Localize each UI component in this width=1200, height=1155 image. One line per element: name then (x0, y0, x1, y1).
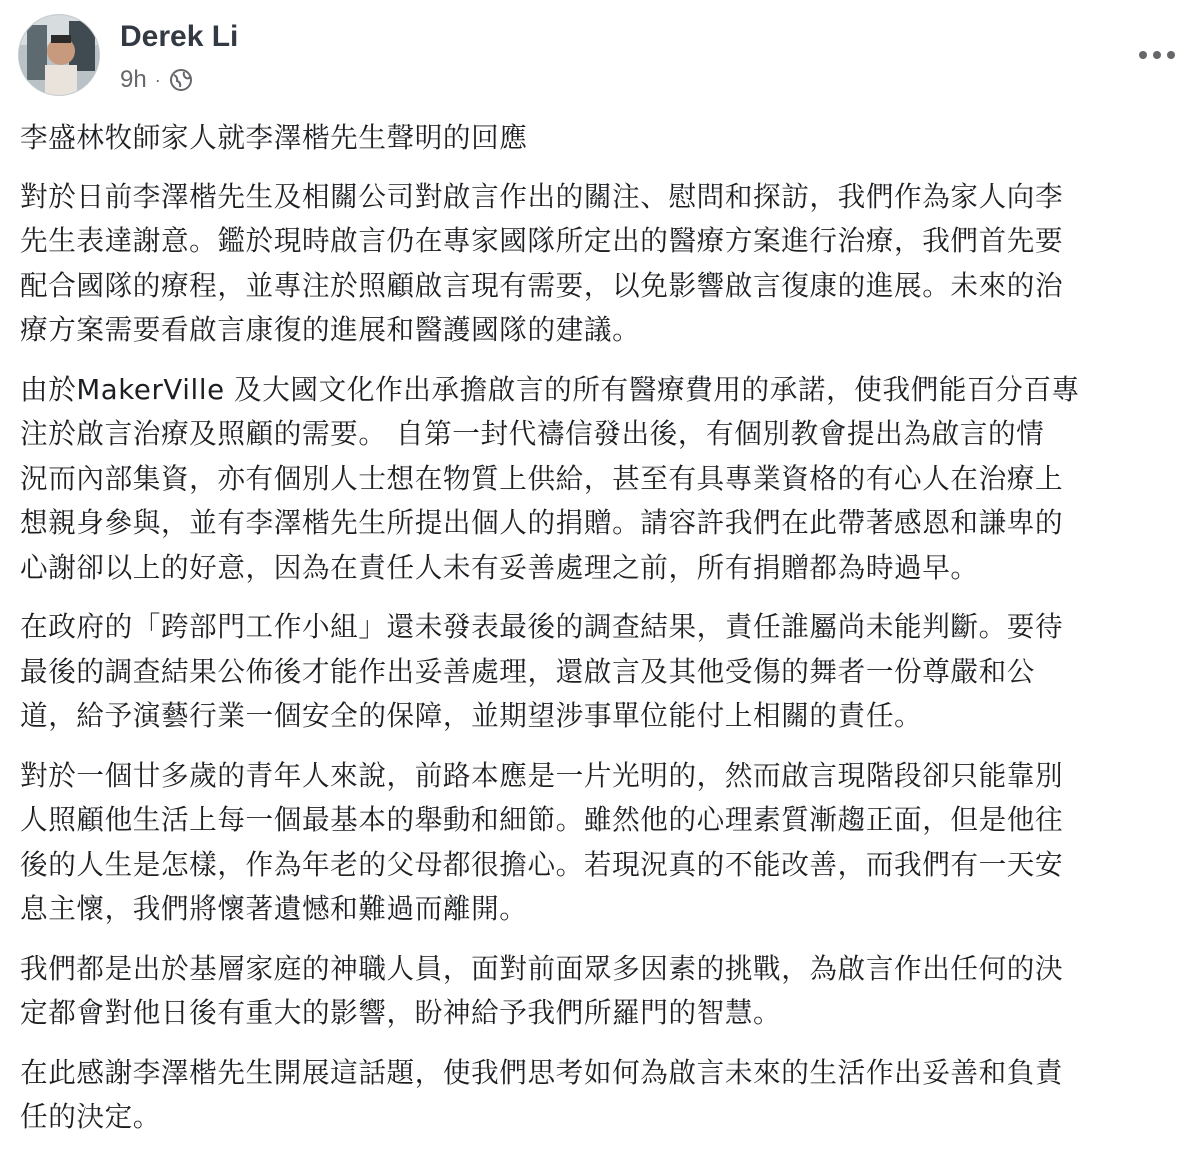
post-paragraph: 在此感謝李澤楷先生開展這話題，使我們思考如何為啟言未來的生活作出妥善和負責 任的決定。 (20, 1055, 1064, 1133)
post-paragraph: 我們都是出於基層家庭的神職人員，面對前面眾多因素的挑戰，為啟言作出任何的決 定都會對他日後有重大的影響，盼神給予我們所羅門的智慧。 (20, 951, 1064, 1029)
avatar[interactable] (18, 14, 100, 96)
post-paragraph: 對於日前李澤楷先生及相關公司對啟言作出的關注、慰問和探訪，我們作為家人向李 先生表達謝意。鑑於現時啟言仍在專家國隊所定出的醫療方案進行治療，我們首先要 配合國隊的療程，並專注於照顧啟言現有需要，以免影響啟言復康的進展。未來的治 療方案需要看啟言康復的進展和醫護國隊的建議。 (20, 179, 1064, 346)
globe-icon[interactable] (169, 68, 193, 92)
post-header (14, 12, 1186, 108)
post-meta (120, 66, 193, 94)
post-time[interactable]: 9h (120, 66, 147, 93)
avatar-image (19, 15, 100, 96)
post-paragraph: 對於一個廿多歲的青年人來說，前路本應是一片光明的，然而啟言現階段卻只能靠別 人照顧他生活上每一個最基本的舉動和細節。雖然他的心理素質漸趨正面，但是他往 後的人生是怎樣，作為年老的父母都很擔心。若現況真的不能改善，而我們有一天安 息主懷，我們將懷著遺憾和難過而離開。 (20, 758, 1064, 925)
post-paragraph: 由於MakerVille 及大國文化作出承擔啟言的所有醫療費用的承諾，使我們能百分百專 注於啟言治療及照顧的需要。 自第一封代禱信發出後，有個別教會提出為啟言的情 況而內部集資，亦有個別人士想在物質上供給，甚至有具專業資格的有心人在治療上 想親身參與，並有李澤楷先生所提出個人的捐贈。請容許我們在此帶著感恩和謙卑的 心謝卻以上的好意，因為在責任人未有妥善處理之前，所有捐贈都為時過早。 (20, 372, 1080, 584)
more-dot (1153, 51, 1161, 59)
meta-separator: · (154, 69, 161, 90)
post-paragraph: 在政府的「跨部門工作小組」還未發表最後的調查結果，責任誰屬尚未能判斷。要待 最後的調查結果公佈後才能作出妥善處理，還啟言及其他受傷的舞者一份尊嚴和公 道，給予演藝行業一個安全的保障，並期望涉事單位能付上相關的責任。 (20, 610, 1064, 732)
more-options-icon[interactable] (1134, 40, 1180, 70)
author-name[interactable]: Derek Li (120, 20, 239, 53)
more-dot (1139, 51, 1147, 59)
post-body (20, 116, 1180, 1155)
more-dot (1167, 51, 1175, 59)
post-title: 李盛林牧師家人就李澤楷先生聲明的回應 (20, 121, 528, 154)
